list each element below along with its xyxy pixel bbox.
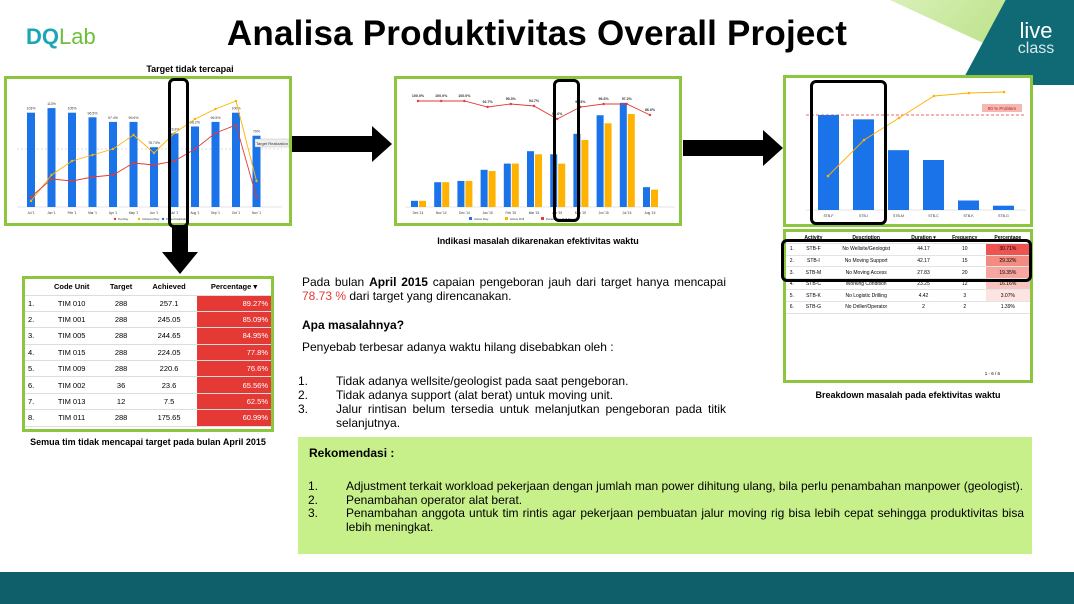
arrow-right-2 bbox=[683, 128, 785, 168]
table-cell: 244.65 bbox=[141, 328, 197, 344]
table-cell: 77.8% bbox=[197, 344, 271, 360]
month-label: Oct '1 bbox=[231, 211, 241, 215]
bar bbox=[48, 108, 56, 207]
chart-panel-drill-days bbox=[394, 76, 682, 226]
point bbox=[417, 100, 419, 102]
table-cell: 20 bbox=[944, 267, 986, 279]
pct-label: 100.0% bbox=[435, 94, 448, 98]
caption-breakdown: Breakdown masalah pada efektivitas waktu bbox=[815, 390, 1001, 400]
table-cell: TIM 001 bbox=[42, 311, 101, 327]
month-label: Jan '15 bbox=[482, 211, 493, 215]
table-cell: 6. bbox=[786, 302, 798, 314]
highlight-april-column bbox=[168, 78, 189, 228]
column-header: Code Unit bbox=[42, 279, 101, 295]
point bbox=[255, 196, 257, 198]
table-cell: 220.6 bbox=[141, 361, 197, 377]
point bbox=[91, 154, 93, 156]
table-cell: 288 bbox=[101, 328, 141, 344]
table-cell: 19.35% bbox=[986, 267, 1030, 279]
table-cell: 288 bbox=[101, 344, 141, 360]
point bbox=[30, 200, 32, 202]
list-number: 3. bbox=[298, 402, 309, 416]
bar-active-day bbox=[434, 182, 441, 207]
table-cell: STB-G bbox=[798, 302, 830, 314]
table-cell: No Moving Access bbox=[829, 267, 903, 279]
point bbox=[91, 176, 93, 178]
legend-swatch bbox=[469, 217, 472, 220]
month-label: Mar '1 bbox=[88, 211, 97, 215]
column-header[interactable]: Percentage ▾ bbox=[197, 279, 271, 295]
table-cell: 16.16% bbox=[986, 278, 1030, 290]
table-cell: 3. bbox=[25, 328, 42, 344]
bar bbox=[923, 160, 944, 210]
footer-band bbox=[0, 572, 1074, 604]
bar-active-day bbox=[504, 164, 511, 207]
month-label: Aug '1 bbox=[190, 211, 200, 215]
table-cell: 3 bbox=[944, 290, 986, 302]
summary-month: April 2015 bbox=[369, 275, 428, 289]
table-cell: 1. bbox=[786, 244, 798, 256]
table-cell: TIM 010 bbox=[42, 295, 101, 311]
table-cell: 85.09% bbox=[197, 311, 271, 327]
month-label: Aug '15 bbox=[644, 211, 656, 215]
bar-active-drill bbox=[605, 123, 612, 207]
bar-active-drill bbox=[628, 114, 635, 207]
month-label: Jul '1 bbox=[27, 211, 35, 215]
list-number: 1. bbox=[308, 479, 319, 493]
table-row bbox=[786, 302, 1030, 314]
pct-label: 94.7% bbox=[528, 99, 540, 103]
point bbox=[968, 92, 971, 95]
list-item bbox=[298, 374, 726, 388]
table-cell: TIM 013 bbox=[42, 393, 101, 409]
series-line-percentage bbox=[418, 101, 650, 119]
table-cell: 84.95% bbox=[197, 328, 271, 344]
bar-active-day bbox=[481, 170, 488, 207]
list-number: 2. bbox=[298, 388, 309, 402]
recommendation-box bbox=[298, 437, 1032, 554]
list-number: 2. bbox=[308, 492, 319, 507]
bar-active-drill bbox=[419, 201, 426, 207]
bar bbox=[150, 147, 158, 207]
table-cell: TIM 009 bbox=[42, 361, 101, 377]
legend-label: Persentase Drill Day bbox=[546, 217, 574, 221]
list-item bbox=[308, 494, 1024, 508]
bar-active-day bbox=[643, 187, 650, 207]
table-cell: 2. bbox=[25, 311, 42, 327]
bar-active-day bbox=[620, 103, 627, 207]
legend-dot bbox=[138, 218, 140, 220]
tag-label: Target Realization bbox=[255, 141, 289, 146]
table-cell: TIM 005 bbox=[42, 328, 101, 344]
caption-target-not-reached: Target tidak tercapai bbox=[146, 64, 234, 74]
bar-label: 88.2% bbox=[190, 120, 200, 125]
table-cell: 44.17 bbox=[903, 244, 944, 256]
list-item bbox=[298, 402, 726, 430]
column-header: Achieved bbox=[141, 279, 197, 295]
question-heading: Apa masalahnya? bbox=[302, 318, 405, 332]
point bbox=[463, 100, 465, 102]
recommendation-list bbox=[308, 480, 1024, 534]
logo-class-text: class bbox=[1017, 40, 1055, 57]
point bbox=[132, 162, 134, 164]
bar-active-day bbox=[457, 181, 464, 207]
point bbox=[214, 132, 216, 134]
table-cell: No Logistic Drilling bbox=[829, 290, 903, 302]
table-cell: 10 bbox=[944, 244, 986, 256]
category-label: STB-C bbox=[928, 214, 939, 218]
point bbox=[255, 180, 257, 182]
point bbox=[153, 152, 155, 154]
point bbox=[533, 105, 535, 107]
pct-label: 95.3% bbox=[575, 100, 586, 104]
table-cell: 65.56% bbox=[197, 377, 271, 393]
table-cell: TIM 011 bbox=[42, 410, 101, 426]
month-label: Jan '1 bbox=[47, 211, 56, 215]
point bbox=[71, 180, 73, 182]
table-cell: 76.6% bbox=[197, 361, 271, 377]
bar bbox=[232, 113, 240, 207]
bar-label: 78.73% bbox=[148, 141, 160, 146]
table-cell: 42.17 bbox=[903, 255, 944, 267]
table-cell: 12 bbox=[944, 278, 986, 290]
bar bbox=[888, 150, 909, 210]
table-cell: 4. bbox=[786, 278, 798, 290]
table-cell: 288 bbox=[101, 361, 141, 377]
bar-active-drill bbox=[535, 154, 542, 207]
month-label: May '1 bbox=[128, 211, 139, 215]
table-row bbox=[25, 328, 271, 344]
point bbox=[71, 160, 73, 162]
table-cell: STB-F bbox=[798, 244, 830, 256]
table-cell: 1.39% bbox=[986, 302, 1030, 314]
point bbox=[1003, 91, 1006, 94]
highlight-top-causes bbox=[810, 80, 887, 225]
point bbox=[898, 117, 901, 120]
table-cell: 89.27% bbox=[197, 295, 271, 311]
table-cell: STB-M bbox=[798, 267, 830, 279]
month-label: Jun '1 bbox=[149, 211, 159, 215]
bar-active-drill bbox=[442, 182, 449, 207]
table-cell: 4. bbox=[25, 344, 42, 360]
pct-label: 100.0% bbox=[411, 94, 425, 98]
table-header-row bbox=[25, 279, 271, 295]
legend-label: Achieved Day bbox=[142, 217, 160, 221]
legend-label: Active Drill bbox=[510, 217, 525, 221]
table-cell: 23.6 bbox=[141, 377, 197, 393]
table-cell: 8. bbox=[25, 410, 42, 426]
bar bbox=[993, 206, 1014, 210]
table-row bbox=[786, 290, 1030, 302]
chart-monthly-achievement bbox=[7, 79, 289, 223]
month-label: Apr '15 bbox=[552, 211, 563, 215]
list-item bbox=[298, 388, 726, 402]
highlight-april-drill bbox=[553, 79, 580, 222]
table-cell: 288 bbox=[101, 311, 141, 327]
table-cell: STB-K bbox=[798, 290, 830, 302]
legend-label: Top Day bbox=[118, 217, 129, 221]
point bbox=[153, 164, 155, 166]
bar-active-day bbox=[527, 151, 534, 207]
category-label: STB-F bbox=[823, 214, 834, 218]
list-text: Tidak adanya wellsite/geologist pada saat pengeboran. bbox=[336, 374, 629, 388]
table-cell: No Wellsite/Geologist bbox=[829, 244, 903, 256]
table-row bbox=[25, 344, 271, 360]
point bbox=[510, 103, 512, 105]
point bbox=[194, 118, 196, 120]
legend-swatch bbox=[541, 217, 544, 220]
bar-label: 99.6% bbox=[128, 115, 139, 120]
pct-label: 92.7% bbox=[482, 100, 493, 104]
list-number: 3. bbox=[308, 506, 319, 520]
table-cell: 27.83 bbox=[903, 267, 944, 279]
column-header[interactable]: Duration ▾ bbox=[903, 232, 944, 244]
table-cell: 288 bbox=[101, 295, 141, 311]
chart-panel-monthly-achievement bbox=[4, 76, 292, 226]
bar-label: 103% bbox=[26, 106, 36, 111]
bar-label: 100% bbox=[231, 106, 241, 111]
table-cell: STB-I bbox=[798, 255, 830, 267]
column-header: Activity bbox=[798, 232, 830, 244]
table-cell: 62.5% bbox=[197, 393, 271, 409]
bar-active-day bbox=[411, 201, 418, 207]
table-cell: 1. bbox=[25, 295, 42, 311]
bar-active-drill bbox=[489, 171, 496, 207]
table-cell: Working Condition bbox=[829, 278, 903, 290]
table-cell: 2 bbox=[903, 302, 944, 314]
table-cell: 6. bbox=[25, 377, 42, 393]
list-text: Tidak adanya support (alat berat) untuk moving unit. bbox=[336, 388, 614, 402]
cause-list bbox=[298, 374, 726, 430]
bar-active-drill bbox=[581, 140, 588, 207]
list-item bbox=[308, 480, 1024, 494]
point bbox=[112, 148, 114, 150]
caption-all-teams: Semua tim tidak mencapai target pada bulan April 2015 bbox=[30, 437, 266, 447]
pct-label: 97.2% bbox=[621, 97, 632, 101]
pct-label: 96.6% bbox=[598, 97, 609, 101]
pct-label: 86.6% bbox=[644, 108, 656, 112]
table-cell: 2 bbox=[944, 302, 986, 314]
bar-label: 79% bbox=[252, 129, 261, 134]
month-label: May '15 bbox=[574, 211, 586, 215]
column-header bbox=[25, 279, 42, 295]
month-label: Nov '1 bbox=[252, 211, 261, 215]
bar-label: 105% bbox=[67, 106, 77, 111]
table-cell: 5. bbox=[25, 361, 42, 377]
chart-drill-days bbox=[397, 79, 679, 223]
table-cell: 257.1 bbox=[141, 295, 197, 311]
table-cell: 15 bbox=[944, 255, 986, 267]
logo-live-text: live bbox=[1019, 18, 1053, 43]
bar-label: 96.5% bbox=[87, 111, 98, 116]
table-cell: 12 bbox=[101, 393, 141, 409]
list-number: 1. bbox=[298, 374, 309, 388]
point bbox=[486, 106, 488, 108]
table-cell: 29.32% bbox=[986, 255, 1030, 267]
category-label: STB-I bbox=[859, 214, 868, 218]
column-header: Percentage bbox=[986, 232, 1030, 244]
page-title: Analisa Produktivitas Overall Project bbox=[226, 14, 848, 53]
point bbox=[602, 103, 604, 105]
table-cell: 3.07% bbox=[986, 290, 1030, 302]
legend-dot bbox=[162, 218, 164, 220]
table-cell: 4.42 bbox=[903, 290, 944, 302]
table-row bbox=[25, 377, 271, 393]
table-cell: 175.65 bbox=[141, 410, 197, 426]
category-label: STB-K bbox=[963, 214, 974, 218]
bar-label: 97.4% bbox=[108, 115, 118, 120]
table-cell: TIM 015 bbox=[42, 344, 101, 360]
bar-active-drill bbox=[651, 190, 658, 207]
column-header: Frequency bbox=[944, 232, 986, 244]
table-pager: 1 - 6 / 6 bbox=[984, 371, 1000, 376]
list-text: Penambahan anggota untuk tim rintis agar pekerjaan pembuatan jalur moving rig bisa lebih cepat sehingga produktivitas bisa lebih meningkat. bbox=[346, 506, 1024, 534]
tag-label: 80 % Problem bbox=[987, 106, 1017, 111]
table-row bbox=[25, 410, 271, 426]
logo-lab-text: Lab bbox=[59, 24, 96, 49]
point bbox=[214, 108, 216, 110]
point bbox=[440, 100, 442, 102]
list-text: Adjustment terkait workload pekerjaan dengan jumlah man power dihitung ulang, bila perlu penambahan manpower (geologist). bbox=[346, 479, 1024, 493]
month-label: Dec '14 bbox=[412, 211, 424, 215]
table-cell: 245.05 bbox=[141, 311, 197, 327]
table-row bbox=[25, 311, 271, 327]
category-label: STB-G bbox=[998, 214, 1009, 218]
point bbox=[649, 114, 651, 116]
pct-label: 91.0% bbox=[552, 112, 563, 116]
month-label: Feb '1 bbox=[67, 211, 77, 215]
point bbox=[235, 100, 237, 102]
table-cell: 30.71% bbox=[986, 244, 1030, 256]
month-label: Sep '1 bbox=[211, 211, 220, 215]
caption-time-effectiveness: Indikasi masalah dikarenakan efektivitas waktu bbox=[437, 236, 639, 246]
month-label: Mar '15 bbox=[528, 211, 540, 215]
point bbox=[235, 124, 237, 126]
category-label: STB-M bbox=[893, 214, 904, 218]
column-header: Target bbox=[101, 279, 141, 295]
point bbox=[112, 174, 114, 176]
table-panel-team-achievement bbox=[22, 276, 274, 432]
table-cell: 7. bbox=[25, 393, 42, 409]
bar-active-day bbox=[597, 115, 604, 207]
table-cell: 3. bbox=[786, 267, 798, 279]
point bbox=[194, 148, 196, 150]
legend-dot bbox=[114, 218, 116, 220]
table-row bbox=[25, 361, 271, 377]
summary-text-c: capaian pengeboran jauh dari target hanya mencapai bbox=[427, 275, 726, 289]
table-row bbox=[25, 393, 271, 409]
table-cell: 2. bbox=[786, 255, 798, 267]
summary-percentage: 78.73 % bbox=[302, 289, 347, 303]
legend-label: Active Day bbox=[474, 217, 489, 221]
team-achievement-table bbox=[25, 279, 271, 427]
point bbox=[132, 134, 134, 136]
point bbox=[30, 196, 32, 198]
table-cell: 224.05 bbox=[141, 344, 197, 360]
summary-text-e: dari target yang direncanakan. bbox=[346, 289, 512, 303]
summary-text-a: Pada bulan bbox=[302, 275, 370, 289]
pct-label: 99.3% bbox=[505, 97, 516, 101]
table-row bbox=[25, 295, 271, 311]
point bbox=[933, 95, 936, 98]
bar-label: 96.5% bbox=[210, 115, 221, 120]
table-cell: No Moving Support bbox=[829, 255, 903, 267]
bar bbox=[109, 122, 117, 207]
point bbox=[50, 174, 52, 176]
bar bbox=[191, 127, 199, 208]
month-label: Nov '14 bbox=[435, 211, 447, 215]
table-cell: 36 bbox=[101, 377, 141, 393]
arrow-down bbox=[160, 226, 200, 276]
highlight-top3-rows bbox=[781, 239, 1032, 282]
list-text: Jalur rintisan belum tersedia untuk melanjutkan pengeboran pada titik selanjutnya. bbox=[336, 402, 726, 430]
bar bbox=[27, 113, 35, 207]
table-cell: 60.99% bbox=[197, 410, 271, 426]
month-label: Apr '1 bbox=[108, 211, 118, 215]
legend-label: Target Realization bbox=[166, 217, 189, 221]
arrow-right-1 bbox=[292, 124, 394, 164]
table-cell: 23.25 bbox=[903, 278, 944, 290]
logo-dq-text: DQ bbox=[26, 24, 59, 49]
month-label: Jun '15 bbox=[598, 211, 609, 215]
list-item bbox=[308, 507, 1024, 534]
table-cell: TIM 002 bbox=[42, 377, 101, 393]
table-cell: No Driller/Operator bbox=[829, 302, 903, 314]
table-cell: 5. bbox=[786, 290, 798, 302]
month-label: Feb '15 bbox=[505, 211, 517, 215]
month-label: Jul '1 bbox=[170, 211, 179, 215]
legend-swatch bbox=[505, 217, 508, 220]
summary-paragraph bbox=[302, 275, 726, 303]
bar-active-drill bbox=[512, 164, 519, 207]
bar-label: 113% bbox=[47, 102, 56, 107]
series-line-target bbox=[31, 101, 257, 201]
pct-label: 100.0% bbox=[458, 94, 471, 98]
list-text: Penambahan operator alat berat. bbox=[346, 492, 523, 507]
table-cell: STB-C bbox=[798, 278, 830, 290]
table-cell: 7.5 bbox=[141, 393, 197, 409]
bar bbox=[89, 117, 97, 207]
cause-intro: Penyebab terbesar adanya waktu hilang disebabkan oleh : bbox=[302, 340, 614, 354]
series-line-top-day bbox=[31, 125, 257, 197]
recommendation-title: Rekomendasi : bbox=[309, 446, 395, 460]
point bbox=[626, 103, 628, 105]
point bbox=[50, 178, 52, 180]
column-header: Description bbox=[829, 232, 903, 244]
bar-active-drill bbox=[465, 181, 472, 207]
bar-label: 83.9% bbox=[169, 127, 180, 132]
table-cell: 288 bbox=[101, 410, 141, 426]
month-label: Jul '15 bbox=[622, 211, 632, 215]
bar bbox=[958, 200, 979, 210]
month-label: Dec '14 bbox=[459, 211, 470, 215]
